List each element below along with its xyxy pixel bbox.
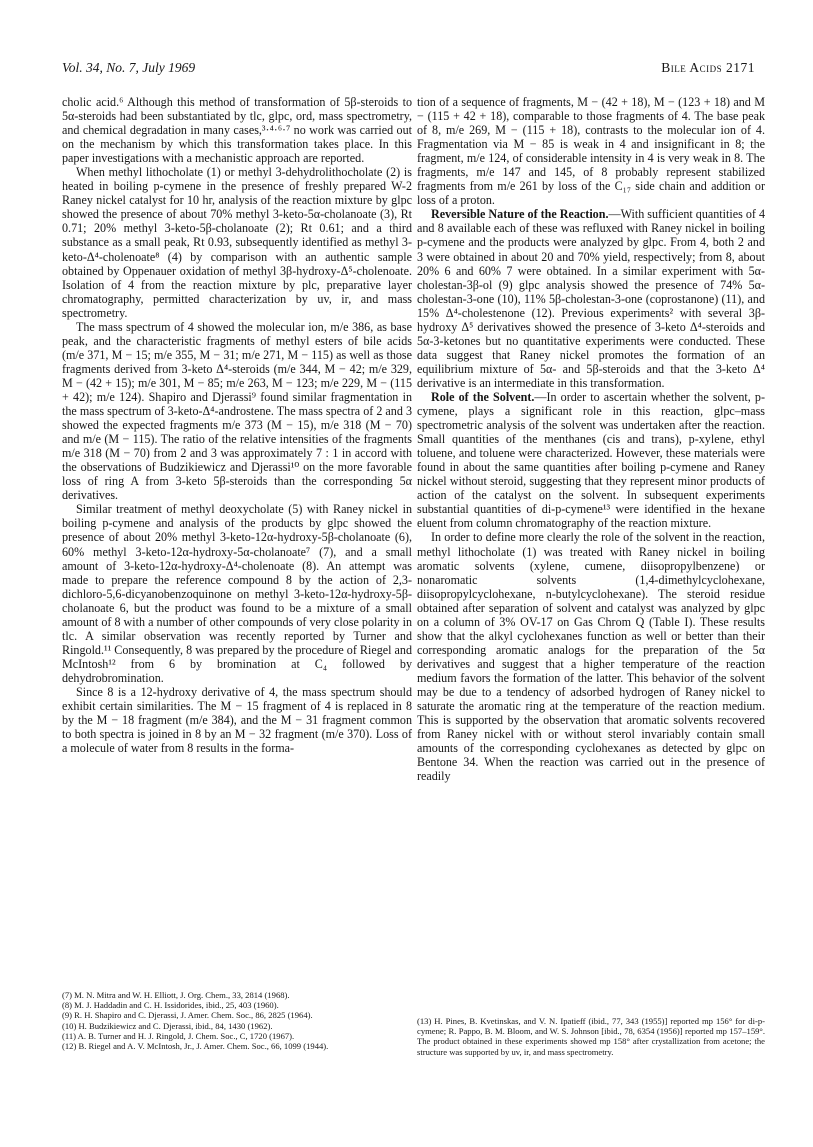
section-heading-solvent: Role of the Solvent. xyxy=(431,389,535,404)
right-column xyxy=(417,95,765,783)
left-column xyxy=(62,95,412,755)
paragraph: tion of a sequence of fragments, M − (42 + 18), M − (123 + 18) and M − (115 + 42 + 18), comparable to those fragments of 4. The base peak of 8, m/e 269, M − (115 + 18), contrasts to the molecular ion of 4. Fragmentation via M − 85 is weak in 4 and insignificant in 8; the fragment, m/e 124, of considerable intensity in 4 is very weak in 8. The fragments, m/e 147 and 145, of 8 probably represent stabilized fragments from m/e 261 by loss of the C₁₇ side chain and addition or loss of a proton. xyxy=(417,95,765,208)
paragraph: When methyl lithocholate (1) or methyl 3-dehydrolithocholate (2) is heated in boiling p-cymene in the presence of freshly prepared W-2 Raney nickel catalyst for 10 hr, analysis of the reaction mixture by glpc showed the presence of about 70% methyl 3-keto-5α-cholanoate (3), Rt 0.71; 20% methyl 3-keto-5β-cholanoate (2); Rt 0.61; and a third substance as a small peak, Rt 0.93, subsequently identified as methyl 3-keto-Δ⁴-cholenoate⁸ (4) by comparison with an authentic sample obtained by Oppenauer oxidation of methyl 3β-hydroxy-Δ⁵-cholenoate. Isolation of 4 from the reaction mixture by plc, preparative layer chromatography, permitted characterization by uv, ir, and mass spectrometry. xyxy=(62,165,412,320)
footnote: (9) R. H. Shapiro and C. Djerassi, J. Amer. Chem. Soc., 86, 2825 (1964). xyxy=(62,1010,313,1021)
paragraph: Since 8 is a 12-hydroxy derivative of 4, the mass spectrum should exhibit certain similarities. The M − 15 fragment of 4 is replaced in 8 by the M − 18 fragment (m/e 384), and the M − 31 fragment common to both spectra is joined in 8 by an M − 32 fragment (m/e 370). Loss of a molecule of water from 8 results in the forma- xyxy=(62,684,412,756)
paragraph: Similar treatment of methyl deoxycholate (5) with Raney nickel in boiling p-cymene and analysis of the products by glpc showed the presence of about 20% methyl 3-keto-12α-hydroxy-5β-cholanoate (6), 60% methyl 3-keto-12α-hydroxy-5α-cholanoate⁷ (7), and a small amount of 3-keto-12α-hydroxy-Δ⁴-cholenoate (8). An attempt was made to prepare the reference compound 8 by the action of 2,3-dichloro-5,6-dicyanobenzoquinone on methyl 3-keto-12α-hydroxy-5β-cholanoate 6, but the product was found to be a mixture of a small amount of 8 with a number of other compounds of very close polarity in tlc. A similar observation was recently reported by Turner and Ringold.¹¹ Consequently, 8 was prepared by the procedure of Riegel and McIntosh¹² from 6 by bromination at C₄ followed by dehydrobromination. xyxy=(62,502,412,685)
paragraph xyxy=(417,207,765,390)
running-header-journal: Vol. 34, No. 7, July 1969 xyxy=(62,60,196,75)
footnote: (7) M. N. Mitra and W. H. Elliott, J. Org. Chem., 33, 2814 (1968). xyxy=(62,990,290,1000)
running-header-title-page: Bile Acids 2171 xyxy=(661,60,755,75)
footnote: (12) B. Riegel and A. V. McIntosh, Jr., J. Amer. Chem. Soc., 66, 1099 (1944). xyxy=(62,1041,329,1052)
footnote: (10) H. Budzikiewicz and C. Djerassi, ibid., 84, 1430 (1962). xyxy=(62,1020,273,1031)
paragraph xyxy=(417,390,765,530)
footnote: (13) H. Pines, B. Kvetinskas, and V. N. Ipatieff (ibid., 77, 343 (1955)] reported mp 156° for di-p-cymene; R. Pappo, B. M. Bloom, and W. S. Johnson [ibid., 78, 6354 (1956)] reported mp 157–159°. The product obtained in these experiments showed mp 158° after crystallization from acetone; the structure was supported by uv, ir, and mass spectrometry. xyxy=(417,1016,765,1057)
footnote: (11) A. B. Turner and H. J. Ringold, J. Chem. Soc., C, 1720 (1967). xyxy=(62,1030,295,1041)
footnotes-right xyxy=(417,1016,765,1057)
paragraph: cholic acid.⁶ Although this method of transformation of 5β-steroids to 5α-steroids had been substantiated by tlc, glpc, ord, mass spectrometry, and chemical degradation in many cases,³·⁴·⁶·⁷ no work was carried out on the mechanism by which this transformation takes place. In this paper investigations with a mechanistic approach are reported. xyxy=(62,95,412,166)
section-heading-reversible: Reversible Nature of the Reaction. xyxy=(431,207,609,222)
footnote: (8) M. J. Haddadin and C. H. Issidorides, ibid., 25, 403 (1960). xyxy=(62,1000,279,1011)
paragraph: In order to define more clearly the role of the solvent in the reaction, methyl lithocholate (1) was treated with Raney nickel in boiling aromatic solvents (xylene, cumene, diisopropylbenzene) or nonaromatic solvents (1,4-dimethylcyclohexane, diisopropylcyclohexane, n-butylcyclohexane). The steroid residue obtained after separation of solvent and catalyst was analyzed by glpc on a column of 3% OV-17 on Gas Chrom Q (Table I). These results show that the alkyl cyclohexanes function as well or better than their corresponding aromatic analogs for the preparation of the 5α derivatives and suggest that a higher temperature of the reaction medium favors the formation of the latter. This behavior of the solvent may be due to a tendency of adsorbed hydrogen of Raney nickel to saturate the aromatic ring at the temperature of the reaction medium. This is supported by the observation that aromatic solvents recovered from Raney nickel with or without sterol invariably contain small amounts of the corresponding cyclohexanes as detected by glpc on Bentone 34. When the reaction was carried out in the presence of readily xyxy=(417,530,765,784)
paragraph-text: —With sufficient quantities of 4 and 8 available each of these was refluxed with Raney nickel in boiling p-cymene and the products were analyzed by glpc. From 4, both 2 and 3 were obtained in about 20 and 70% yield, respectively; from 8, about 20% 6 and 60% 7 were obtained. In a similar experiment with 5α-cholestan-3β-ol (9) glpc analysis showed the presence of 74% 5α-cholestan-3-one (10), 11% 5β-cholestan-3-one (coprostanone) (11), and 15% Δ⁴-cholestenone (12). Previous experiments² with several 3β-hydroxy Δ⁵ derivatives showed the presence of 3-keto Δ⁴-steroids and 5α-3-ketones but no quantitative experiments were conducted. These data suggest that Raney nickel promotes the formation of an equilibrium mixture of 5α- and 5β-steroids and that the 3-keto Δ⁴ derivative is an intermediate in this transformation. xyxy=(417,207,765,390)
paragraph: The mass spectrum of 4 showed the molecular ion, m/e 386, as base peak, and the characteristic fragments of methyl esters of bile acids (m/e 371, M − 15; m/e 355, M − 31; m/e 271, M − 115) as well as those fragments derived from 3-keto Δ⁴-steroids (m/e 344, M − 42; m/e 329, M − (42 + 15); m/e 301, M − 85; m/e 263, M − 123; m/e 229, M − (115 + 42); m/e 124). Shapiro and Djerassi⁹ found similar fragmentation in the mass spectrum of 3-keto-Δ⁴-androstene. The mass spectra of 2 and 3 showed the expected fragments m/e 373 (M − 15), m/e 318 (M − 70) and m/e (M − 115). The ratio of the relative intensities of the fragments m/e 318 (M − 70) from 2 and 3 was approximately 7 : 1 in accord with the observations of Budzikiewicz and Djerassi¹⁰ on the more favorable loss of ring A from 3-keto 5β-steroids than the corresponding 5α derivatives. xyxy=(62,319,412,503)
footnotes-left xyxy=(62,990,412,1051)
paragraph-text: —In order to ascertain whether the solvent, p-cymene, plays a significant role in this reaction, glpc–mass spectrometric analysis of the solvent was undertaken after the reaction. Small quantities of the menthanes (cis and trans), p-xylene, ethyl toluene, and toluene were characterized. However, these materials were found in about the same quantities after boiling p-cymene and Raney nickel without steroid, suggesting that they represent minor products of action of the catalyst on the solvent. In subsequent experiments substantial quantities of di-p-cymene¹³ were identified in the hexane eluent from column chromatography of the reaction mixture. xyxy=(417,389,765,531)
